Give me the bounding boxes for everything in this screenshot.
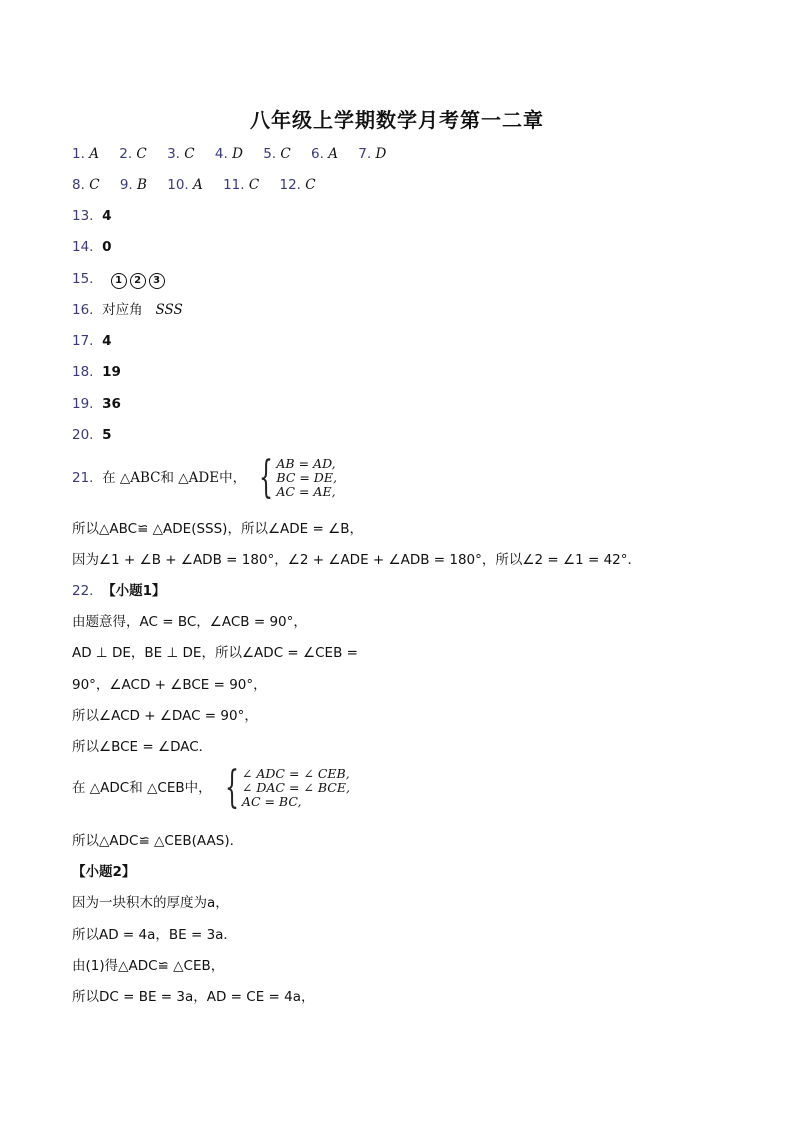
question-number: 22. (72, 583, 94, 599)
answer: B (137, 177, 147, 193)
mc-item (311, 145, 338, 163)
question-number: 6. (311, 146, 324, 162)
mc-item (72, 176, 100, 194)
question-number: 18. (72, 364, 94, 380)
proof-text: 在 △ABC和 △ADE中， (102, 470, 247, 486)
mc-item (120, 176, 147, 194)
question-number: 21. (72, 470, 94, 486)
mc-item (72, 145, 99, 163)
answer-22-system (72, 762, 350, 813)
answer: SSS (155, 302, 183, 318)
answer: D (232, 146, 243, 162)
system-row: AC = AE, (276, 484, 336, 499)
question-number: 13. (72, 208, 94, 224)
proof-line: 由(1)得△ADC≌ △CEB， (72, 958, 225, 974)
equation-system (252, 452, 337, 503)
system-row: ∠ DAC = ∠ BCE, (241, 780, 350, 795)
answer-22-header (72, 582, 165, 600)
question-number: 14. (72, 239, 94, 255)
answer-20 (72, 426, 111, 444)
answer-17 (72, 332, 111, 350)
answer: 19 (102, 364, 121, 380)
answer: C (248, 177, 260, 193)
circled-number: 1 (111, 273, 127, 289)
answer: 36 (102, 396, 121, 412)
question-number: 20. (72, 427, 94, 443)
circled-number: 3 (149, 273, 165, 289)
mc-row-1 (72, 145, 402, 163)
question-number: 10. (167, 177, 189, 193)
question-number: 11. (223, 177, 245, 193)
proof-line: 所以△ABC≌ △ADE(SSS)，所以∠ADE = ∠B， (72, 521, 363, 537)
answer: D (375, 146, 387, 162)
question-number: 3. (167, 146, 180, 162)
mc-row-2 (72, 176, 332, 194)
answer-19 (72, 395, 121, 413)
proof-line: 因为一块积木的厚度为a， (72, 895, 229, 911)
part-label: 【小题2】 (72, 864, 136, 880)
proof-line: 90°，∠ACD + ∠BCE = 90°， (72, 677, 267, 693)
answer: C (184, 146, 195, 162)
proof-line: AD ⊥ DE，BE ⊥ DE，所以∠ADC = ∠CEB = (72, 645, 358, 661)
question-number: 4. (214, 146, 228, 162)
proof-line: 所以AD = 4a，BE = 3a． (72, 927, 237, 943)
equation-system (218, 762, 350, 813)
brace-icon: { (259, 452, 274, 503)
system-row: AB = AD, (276, 456, 336, 471)
answer-16 (72, 301, 183, 319)
proof-line: 由题意得，AC = BC，∠ACB = 90°， (72, 614, 307, 630)
proof-text: 在 △ADC和 △CEB中， (72, 780, 212, 796)
question-number: 15. (72, 271, 94, 287)
mc-item (215, 145, 243, 163)
question-number: 9. (119, 177, 133, 193)
answer: C (89, 177, 100, 193)
mc-item (223, 176, 259, 194)
answer-14 (72, 238, 111, 256)
proof-line: 所以∠ACD + ∠DAC = 90°， (72, 708, 258, 724)
answer: C (280, 146, 291, 162)
question-number: 7. (358, 146, 372, 162)
system-row: AC = BC, (241, 794, 302, 809)
proof-line: 所以DC = BE = 3a，AD = CE = 4a， (72, 989, 315, 1005)
part-label: 【小题1】 (102, 583, 166, 599)
answer: A (89, 146, 99, 162)
answer-15 (72, 270, 168, 289)
answer: A (193, 177, 203, 193)
question-number: 5. (263, 146, 277, 162)
mc-item (358, 145, 386, 163)
mc-item (119, 145, 147, 163)
question-number: 1. (72, 146, 85, 162)
question-number: 19. (72, 396, 94, 412)
proof-line: 所以△ADC≌ △CEB(AAS)． (72, 833, 244, 849)
circled-number: 2 (130, 273, 146, 289)
answer-text: 对应角 (102, 302, 143, 318)
mc-item (167, 176, 203, 194)
proof-line: 因为∠1 + ∠B + ∠ADB = 180°，∠2 + ∠ADE + ∠ADB = 180°，所以∠2 = ∠1 = 42°． (72, 552, 641, 568)
brace-icon: { (224, 762, 239, 813)
question-number: 12. (279, 177, 301, 193)
answer: 0 (102, 239, 112, 255)
answer-13 (72, 207, 111, 225)
answer-21-system (72, 452, 337, 503)
system-row: BC = DE, (276, 470, 337, 485)
answer: 5 (102, 427, 112, 443)
question-number: 17. (72, 333, 94, 349)
mc-item (167, 145, 195, 163)
question-number: 2. (119, 146, 133, 162)
question-number: 8. (72, 177, 85, 193)
answer: C (136, 146, 147, 162)
answer: 4 (102, 208, 112, 224)
proof-line: 所以∠BCE = ∠DAC． (72, 739, 213, 755)
question-number: 16. (72, 302, 94, 318)
system-row: ∠ ADC = ∠ CEB, (241, 766, 350, 781)
answer: A (328, 146, 338, 162)
answer-18 (72, 363, 121, 381)
page-title: 八年级上学期数学月考第一二章 (250, 108, 544, 132)
answer: 4 (102, 333, 112, 349)
mc-item (279, 176, 315, 194)
answer: C (305, 177, 316, 193)
mc-item (263, 145, 291, 163)
